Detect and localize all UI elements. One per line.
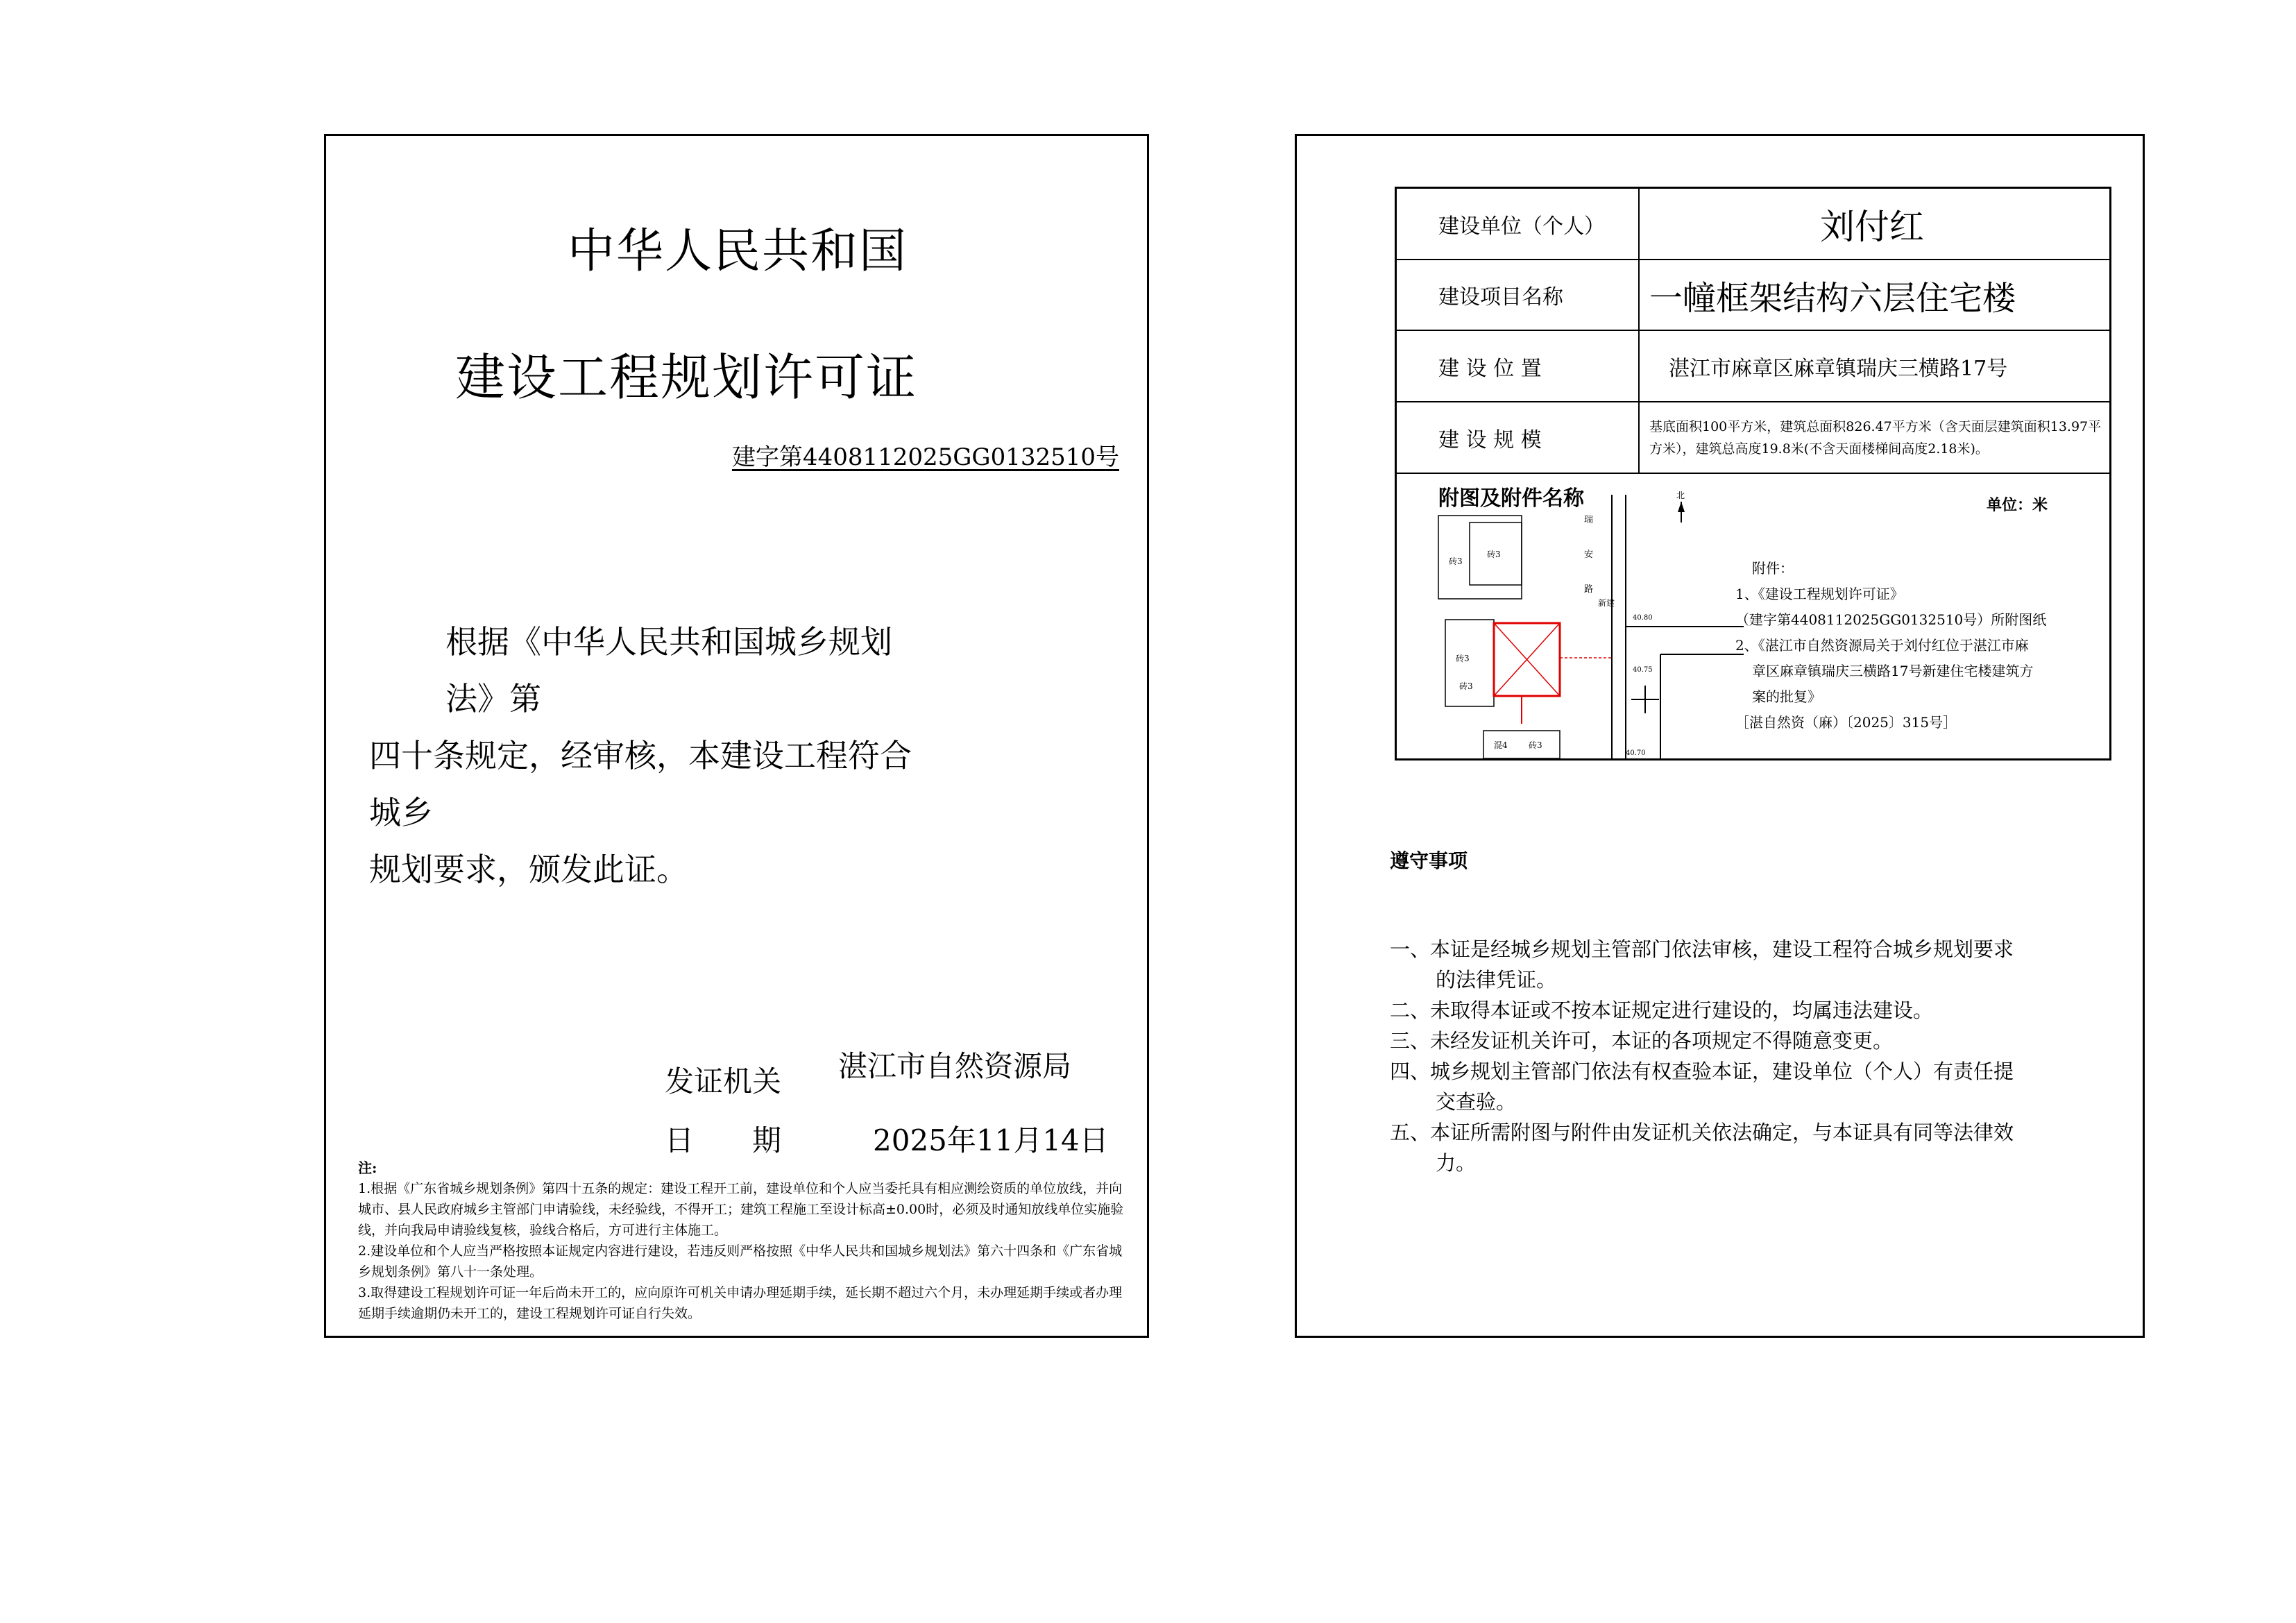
attachment-line: 1、《建设工程规划许可证》 — [1735, 586, 1904, 602]
row-label: 建设项目名称 — [1397, 260, 1640, 330]
notes-title: 注: — [358, 1159, 377, 1176]
date-value: 2025年11月14日 — [873, 1123, 1109, 1157]
table-row — [1397, 189, 2109, 260]
plan-elevation: 40.70 — [1626, 749, 1646, 757]
plan-north-label: 北 — [1676, 491, 1685, 500]
table-row — [1397, 402, 2109, 474]
certificate-title: 建设工程规划许可证 — [455, 348, 918, 407]
statement-line-1: 根据《中华人民共和国城乡规划法》第 — [445, 623, 892, 717]
attachment-line: 2、《湛江市自然资源局关于刘付红位于湛江市麻 — [1735, 637, 2029, 654]
unit-label: 单位：米 — [1987, 496, 2048, 514]
rule-line: 力。 — [1436, 1151, 1477, 1175]
attachments-title: 附图及附件名称 — [1438, 486, 1584, 511]
plan-building-label: 砖3 — [1529, 740, 1542, 750]
rules-list — [1390, 934, 2098, 1178]
issuer-value: 湛江市自然资源局 — [838, 1049, 1072, 1083]
date-label: 日 期 — [665, 1123, 782, 1157]
project-info-table — [1395, 187, 2111, 760]
rule-line: 交查验。 — [1436, 1090, 1517, 1114]
rule-line: 五、本证所需附图与附件由发证机关依法确定，与本证具有同等法律效 — [1390, 1121, 2014, 1144]
attachments-list — [1735, 556, 2110, 736]
statement-line-3: 规划要求，颁发此证。 — [369, 851, 688, 888]
statement-line-2: 四十条规定，经审核，本建设工程符合城乡 — [369, 737, 912, 831]
plan-building-label: 混4 — [1494, 740, 1508, 750]
certificate-back-panel — [1295, 134, 2145, 1338]
scale-value: 基底面积100平方米，建筑总面积826.47平方米（含天面层建筑面积13.97平方米），建筑总高度19.8米(不含天面楼梯间高度2.18米)。 — [1649, 418, 2102, 457]
attachment-line: 章区麻章镇瑞庆三横路17号新建住宅楼建筑方 — [1752, 663, 2034, 679]
note-item: 2.建设单位和个人应当严格按照本证规定内容进行建设，若违反则严格按照《中华人民共和国城乡规划法》第六十四条和《广东省城乡规划条例》第八十一条处理。 — [358, 1243, 1123, 1280]
table-row — [1397, 331, 2109, 402]
certificate-number: 建字第4408112025GG0132510号 — [731, 443, 1119, 471]
rule-line: 四、城乡规划主管部门依法有权查验本证，建设单位（个人）有责任提 — [1390, 1060, 2014, 1083]
plan-building-label: 砖3 — [1487, 550, 1501, 559]
rules-title: 遵守事项 — [1390, 849, 1468, 872]
note-item: 1.根据《广东省城乡规划条例》第四十五条的规定：建设工程开工前，建设单位和个人应当委托具有相应测绘资质的单位放线，并向城市、县人民政府城乡主管部门申请验线，未经验线，不得开工；建筑工程施工至设计标高±0.00时，必须及时通知放线单位实施验线，并向我局申请验线复核，验线合格后，方可进行主体施工。 — [358, 1181, 1124, 1238]
plan-road-label: 路 — [1584, 584, 1594, 595]
attachments-cell — [1397, 474, 2109, 758]
note-item: 3.取得建设工程规划许可证一年后尚未开工的，应向原许可机关申请办理延期手续，延长期不超过六个月，未办理延期手续或者办理延期手续逾期仍未开工的，建设工程规划许可证自行失效。 — [358, 1285, 1123, 1321]
certificate-front-panel — [324, 134, 1149, 1338]
attachment-line: 案的批复》 — [1752, 688, 1821, 705]
row-label: 建设单位（个人） — [1397, 189, 1640, 259]
table-row — [1397, 260, 2109, 331]
site-plan-drawing — [1418, 481, 1744, 758]
country-name: 中华人民共和国 — [568, 224, 908, 279]
plan-elevation: 40.80 — [1633, 614, 1653, 622]
certificate-statement — [369, 613, 938, 898]
plan-building-label: 砖3 — [1449, 556, 1463, 566]
rule-line: 一、本证是经城乡规划主管部门依法审核，建设工程符合城乡规划要求 — [1390, 937, 2014, 961]
plan-building-label: 砖3 — [1459, 681, 1473, 691]
plan-elevation: 40.75 — [1633, 666, 1653, 674]
plan-road-label: 安 — [1584, 550, 1594, 560]
project-name-value: 一幢框架结构六层住宅楼 — [1649, 278, 2016, 318]
rule-line: 的法律凭证。 — [1436, 968, 1557, 992]
attachments-head: 附件： — [1752, 560, 1794, 577]
issuer-label: 发证机关 — [665, 1064, 782, 1098]
rule-line: 三、未经发证机关许可，本证的各项规定不得随意变更。 — [1390, 1029, 1894, 1053]
row-label: 建 设 位 置 — [1397, 331, 1640, 401]
location-value: 湛江市麻章区麻章镇瑞庆三横路17号 — [1669, 356, 2008, 381]
rule-line: 二、未取得本证或不按本证规定进行建设的，均属违法建设。 — [1390, 999, 1934, 1022]
plan-building-label: 砖3 — [1456, 654, 1470, 663]
attachment-line: ［湛自然资（麻）〔2025〕315号］ — [1735, 714, 1957, 731]
applicant-value: 刘付红 — [1820, 206, 1924, 247]
attachment-line: （建字第4408112025GG0132510号）所附图纸 — [1735, 611, 2047, 628]
plan-site-label: 新建 — [1598, 598, 1615, 608]
notes-section — [358, 1157, 1125, 1324]
row-label: 建 设 规 模 — [1397, 402, 1640, 473]
plan-road-label: 瑞 — [1584, 515, 1594, 525]
